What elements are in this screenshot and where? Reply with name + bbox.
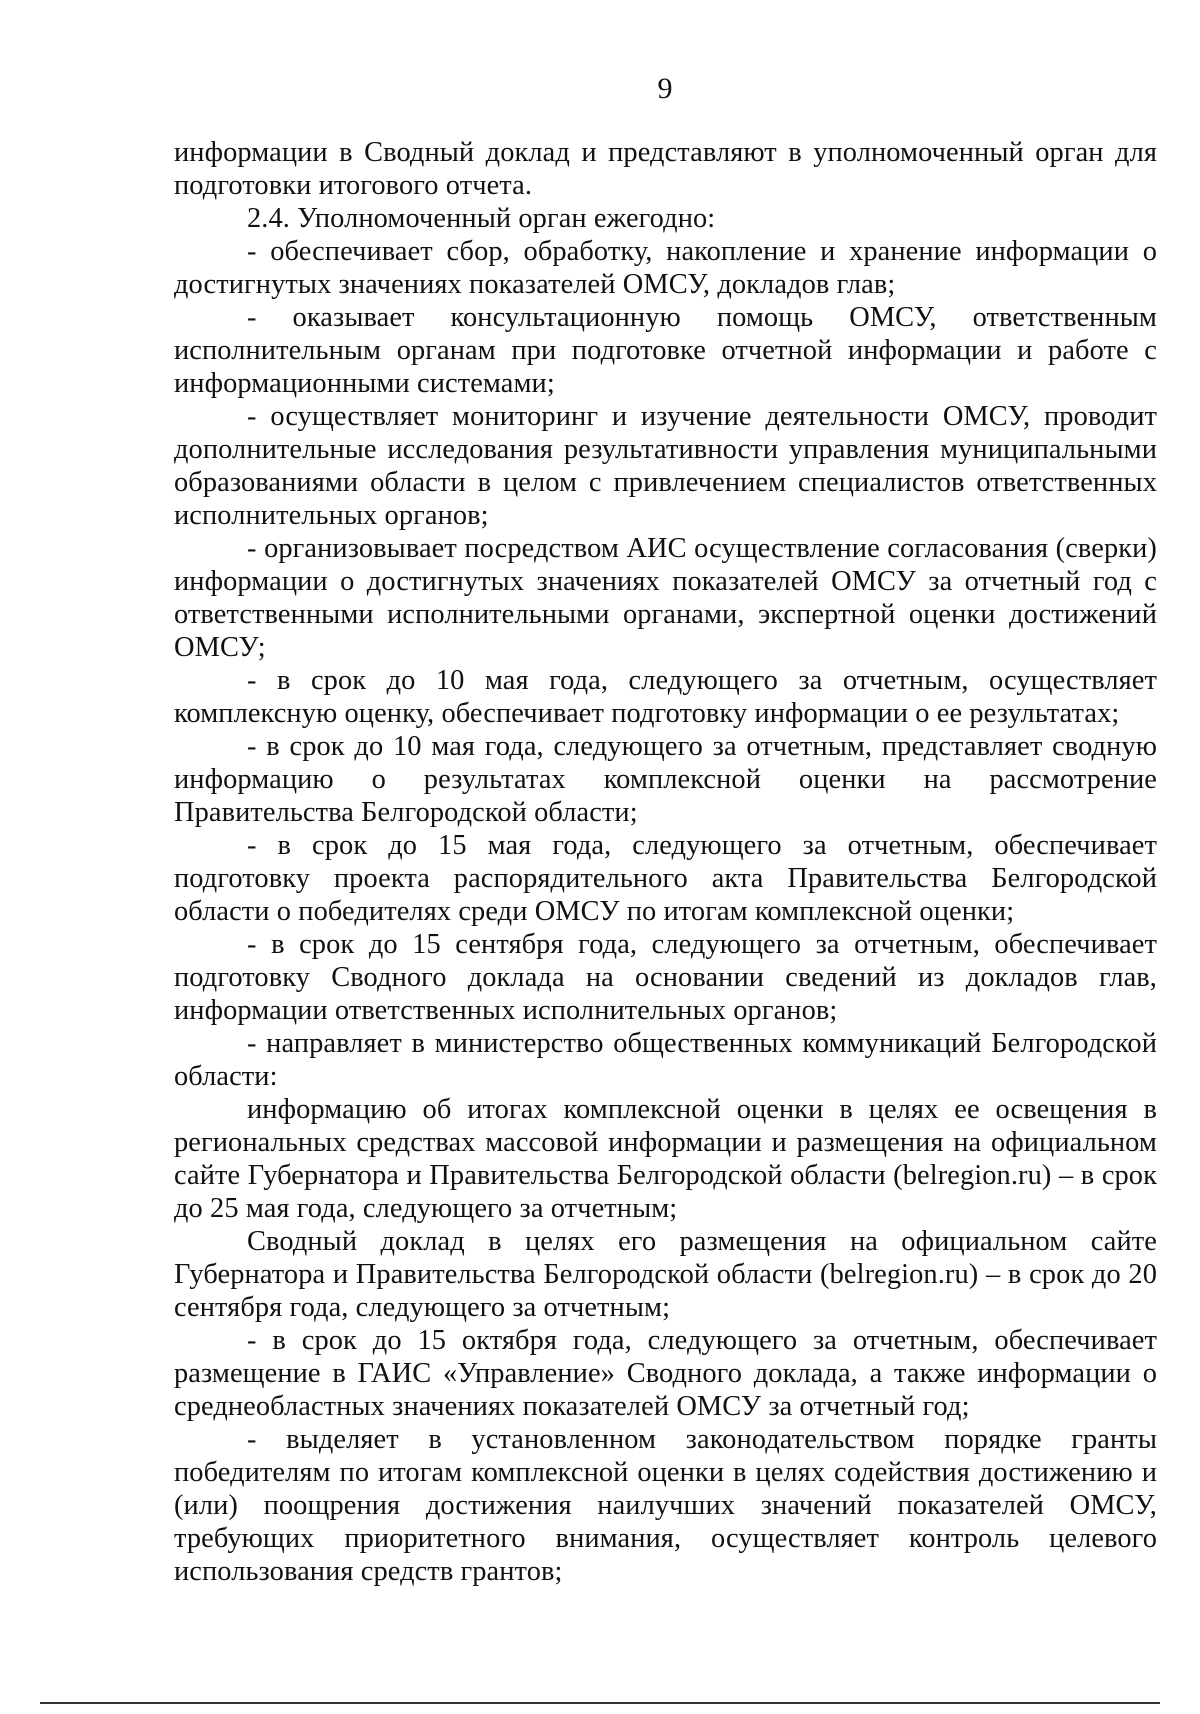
list-item: - в срок до 15 октября года, следующего за отчетным, обеспечивает размещение в ГАИС «Управление» Сводного доклада, а также информации о среднеобластных значениях показателей ОМСУ за отчетный год; xyxy=(174,1325,1157,1422)
list-item: - направляет в министерство общественных коммуникаций Белгородской области: xyxy=(174,1028,1157,1092)
list-item: - в срок до 10 мая года, следующего за отчетным, представляет сводную информацию о результатах комплексной оценки на рассмотрение Правительства Белгородской области; xyxy=(174,731,1157,828)
list-item: - обеспечивает сбор, обработку, накопление и хранение информации о достигнутых значениях показателей ОМСУ, докладов глав; xyxy=(174,236,1157,300)
list-item: - выделяет в установленном законодательством порядке гранты победителям по итогам комплексной оценки в целях содействия достижению и (или) поощрения достижения наилучших значений показателей ОМСУ, требующих приоритетного внимания, осуществляет контроль целевого использования средств грантов; xyxy=(174,1424,1157,1587)
sub-item: Сводный доклад в целях его размещения на официальном сайте Губернатора и Правительства Белгородской области (belregion.ru) – в срок до 20 сентября года, следующего за отчетным; xyxy=(174,1226,1157,1323)
sub-item: информацию об итогах комплексной оценки в целях ее освещения в региональных средствах массовой информации и размещения на официальном сайте Губернатора и Правительства Белгородской области (belregion.ru) – в срок до 25 мая года, следующего за отчетным; xyxy=(174,1094,1157,1224)
list-item: - оказывает консультационную помощь ОМСУ, ответственным исполнительным органам при подготовке отчетной информации и работе с информационными системами; xyxy=(174,302,1157,399)
list-item: - в срок до 15 сентября года, следующего за отчетным, обеспечивает подготовку Сводного доклада на основании сведений из докладов глав, информации ответственных исполнительных органов; xyxy=(174,929,1157,1026)
section-heading-2-4: 2.4. Уполномоченный орган ежегодно: xyxy=(247,203,716,234)
page-bottom-edge xyxy=(40,1702,1160,1704)
list-item: - в срок до 15 мая года, следующего за отчетным, обеспечивает подготовку проекта распорядительного акта Правительства Белгородской области о победителях среди ОМСУ по итогам комплексной оценки; xyxy=(174,830,1157,927)
list-item: - осуществляет мониторинг и изучение деятельности ОМСУ, проводит дополнительные исследования результативности управления муниципальными образованиями области в целом с привлечением специалистов ответственных исполнительных органов; xyxy=(174,401,1157,531)
page-number: 9 xyxy=(657,72,673,105)
document-body xyxy=(174,136,1157,1588)
list-item: - организовывает посредством АИС осуществление согласования (сверки) информации о достигнутых значениях показателей ОМСУ за отчетный год с ответственными исполнительными органами, экспертной оценки достижений ОМСУ; xyxy=(174,533,1157,663)
paragraph-continuation: информации в Сводный доклад и представляют в уполномоченный орган для подготовки итогового отчета. xyxy=(174,137,1157,201)
list-item: - в срок до 10 мая года, следующего за отчетным, осуществляет комплексную оценку, обеспечивает подготовку информации о ее результатах; xyxy=(174,665,1157,729)
